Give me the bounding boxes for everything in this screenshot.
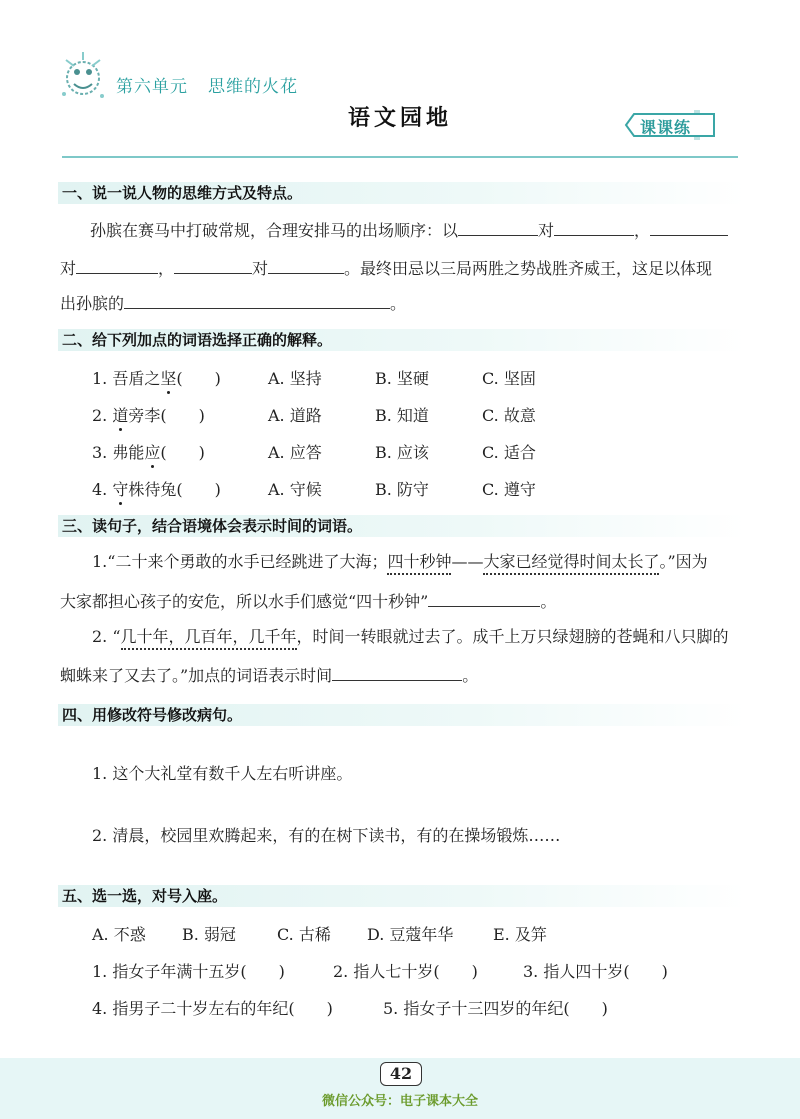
s5-question-5[interactable]: 5. 指女子十三四岁的年纪( ): [383, 999, 608, 1018]
answer-blank[interactable]: [428, 590, 540, 607]
badge-label: 课课练: [640, 118, 692, 137]
page-number: 42: [380, 1062, 422, 1086]
s2-text: 2.: [92, 406, 113, 425]
s1-text: 对: [538, 221, 555, 240]
section-1-title: 一、说一说人物的思维方式及特点。: [58, 182, 746, 204]
option-a[interactable]: A. 道路: [268, 406, 322, 425]
s3-text: 。: [462, 666, 479, 685]
section-2-title: 二、给下列加点的词语选择正确的解释。: [58, 329, 746, 351]
option-b[interactable]: B. 应该: [375, 443, 429, 462]
s3-text: 大家都担心孩子的安危，所以水手们感觉“四十秒钟”: [60, 592, 429, 611]
s1-text: 出孙膑的: [60, 294, 125, 313]
option-a[interactable]: A. 坚持: [268, 369, 322, 388]
s4-item-1[interactable]: 1. 这个大礼堂有数千人左右听讲座。: [92, 764, 353, 783]
s3-text: 1.“二十来个勇敢的水手已经跳进了大海；: [92, 552, 388, 571]
section-5-title: 五、选一选，对号入座。: [58, 885, 746, 907]
dotted-phrase: 四十秒钟: [387, 552, 451, 575]
section-3-title: 三、读句子，结合语境体会表示时间的词语。: [58, 515, 746, 537]
s3-para-2-line-2: [60, 664, 478, 686]
s2-text: 4.: [92, 480, 113, 499]
s5-question-4[interactable]: 4. 指男子二十岁左右的年纪( ): [92, 999, 333, 1018]
s1-text: 。最终田忌以三局两胜之势战胜齐威王，这足以体现: [344, 259, 713, 278]
option-a[interactable]: A. 应答: [268, 443, 322, 462]
answer-blank[interactable]: [554, 219, 634, 236]
answer-blank[interactable]: [332, 664, 462, 681]
s2-text: 株待兔( ): [128, 480, 221, 499]
s5-question-3[interactable]: 3. 指人四十岁( ): [523, 962, 668, 981]
lesson-title: 语文园地: [347, 105, 452, 131]
unit-label: 第六单元: [116, 77, 188, 97]
header-divider: [62, 156, 738, 158]
option-a[interactable]: A. 守候: [268, 480, 322, 499]
s2-text: 1. 吾盾之: [92, 369, 161, 388]
s2-item-1-stem: [92, 366, 221, 389]
s5-question-2[interactable]: 2. 指人七十岁( ): [333, 962, 478, 981]
s3-text: 。: [540, 592, 557, 611]
dotted-phrase: 几十年，几百年，几千年: [121, 627, 297, 650]
s5-option: E. 及笄: [493, 925, 547, 944]
answer-blank[interactable]: [650, 219, 728, 236]
s1-text: 孙膑在赛马中打破常规，合理安排马的出场顺序：以: [90, 221, 459, 240]
s1-line-1: [90, 219, 728, 241]
s3-text: ，时间一转眼就过去了。成千上万只绿翅膀的苍蝇和八只脚的: [296, 627, 729, 646]
s1-text: 对: [60, 259, 77, 278]
s1-line-2: [60, 257, 712, 279]
s3-text: ——: [451, 552, 484, 571]
option-c[interactable]: C. 适合: [482, 443, 536, 462]
s5-question-1[interactable]: 1. 指女子年满十五岁( ): [92, 962, 285, 981]
s3-text: 蜘蛛来了又去了。”加点的词语表示时间: [60, 666, 333, 685]
answer-blank[interactable]: [174, 257, 252, 274]
s2-text: ( ): [160, 443, 205, 462]
s3-para-2-line-1: [92, 627, 729, 647]
s3-text: 2. “: [92, 627, 121, 646]
unit-theme: 思维的火花: [208, 77, 298, 97]
option-b[interactable]: B. 知道: [375, 406, 429, 425]
practice-badge: [624, 110, 720, 140]
s1-text: 对: [252, 259, 269, 278]
s1-line-3: [60, 292, 406, 314]
s1-text: ，: [158, 259, 175, 278]
dotted-word: 应: [144, 443, 161, 462]
s2-text: 3. 弗能: [92, 443, 145, 462]
dotted-word: 守: [112, 480, 129, 499]
option-b[interactable]: B. 坚硬: [375, 369, 429, 388]
s5-option: B. 弱冠: [182, 925, 236, 944]
answer-blank[interactable]: [458, 219, 538, 236]
footer-note: 微信公众号：电子课本大全: [321, 1094, 478, 1109]
option-c[interactable]: C. 故意: [482, 406, 536, 425]
s2-text: 旁李( ): [128, 406, 205, 425]
s5-option: C. 古稀: [277, 925, 331, 944]
s3-para-1-line-2: [60, 590, 556, 612]
s2-item-3-stem: [92, 440, 205, 463]
s2-item-4-stem: [92, 477, 221, 500]
dotted-word: 道: [112, 406, 129, 425]
s2-text: ( ): [176, 369, 221, 388]
dotted-phrase: 大家已经觉得时间太长了: [483, 552, 659, 575]
answer-blank[interactable]: [124, 292, 390, 309]
s1-text: 。: [390, 294, 407, 313]
s5-option: A. 不惑: [92, 925, 146, 944]
s3-para-1-line-1: [92, 552, 708, 572]
section-4-title: 四、用修改符号修改病句。: [58, 704, 746, 726]
s3-text: 。”因为: [659, 552, 708, 571]
answer-blank[interactable]: [76, 257, 158, 274]
answer-blank[interactable]: [268, 257, 344, 274]
option-c[interactable]: C. 坚固: [482, 369, 536, 388]
option-b[interactable]: B. 防守: [375, 480, 429, 499]
s2-item-2-stem: [92, 403, 205, 426]
s4-item-2[interactable]: 2. 清晨，校园里欢腾起来，有的在树下读书，有的在操场锻炼……: [92, 826, 561, 845]
s1-text: ，: [634, 221, 651, 240]
s5-option: D. 豆蔻年华: [367, 925, 454, 944]
option-c[interactable]: C. 遵守: [482, 480, 536, 499]
unit-mascot-icon: [56, 48, 110, 104]
dotted-word: 坚: [160, 369, 177, 388]
